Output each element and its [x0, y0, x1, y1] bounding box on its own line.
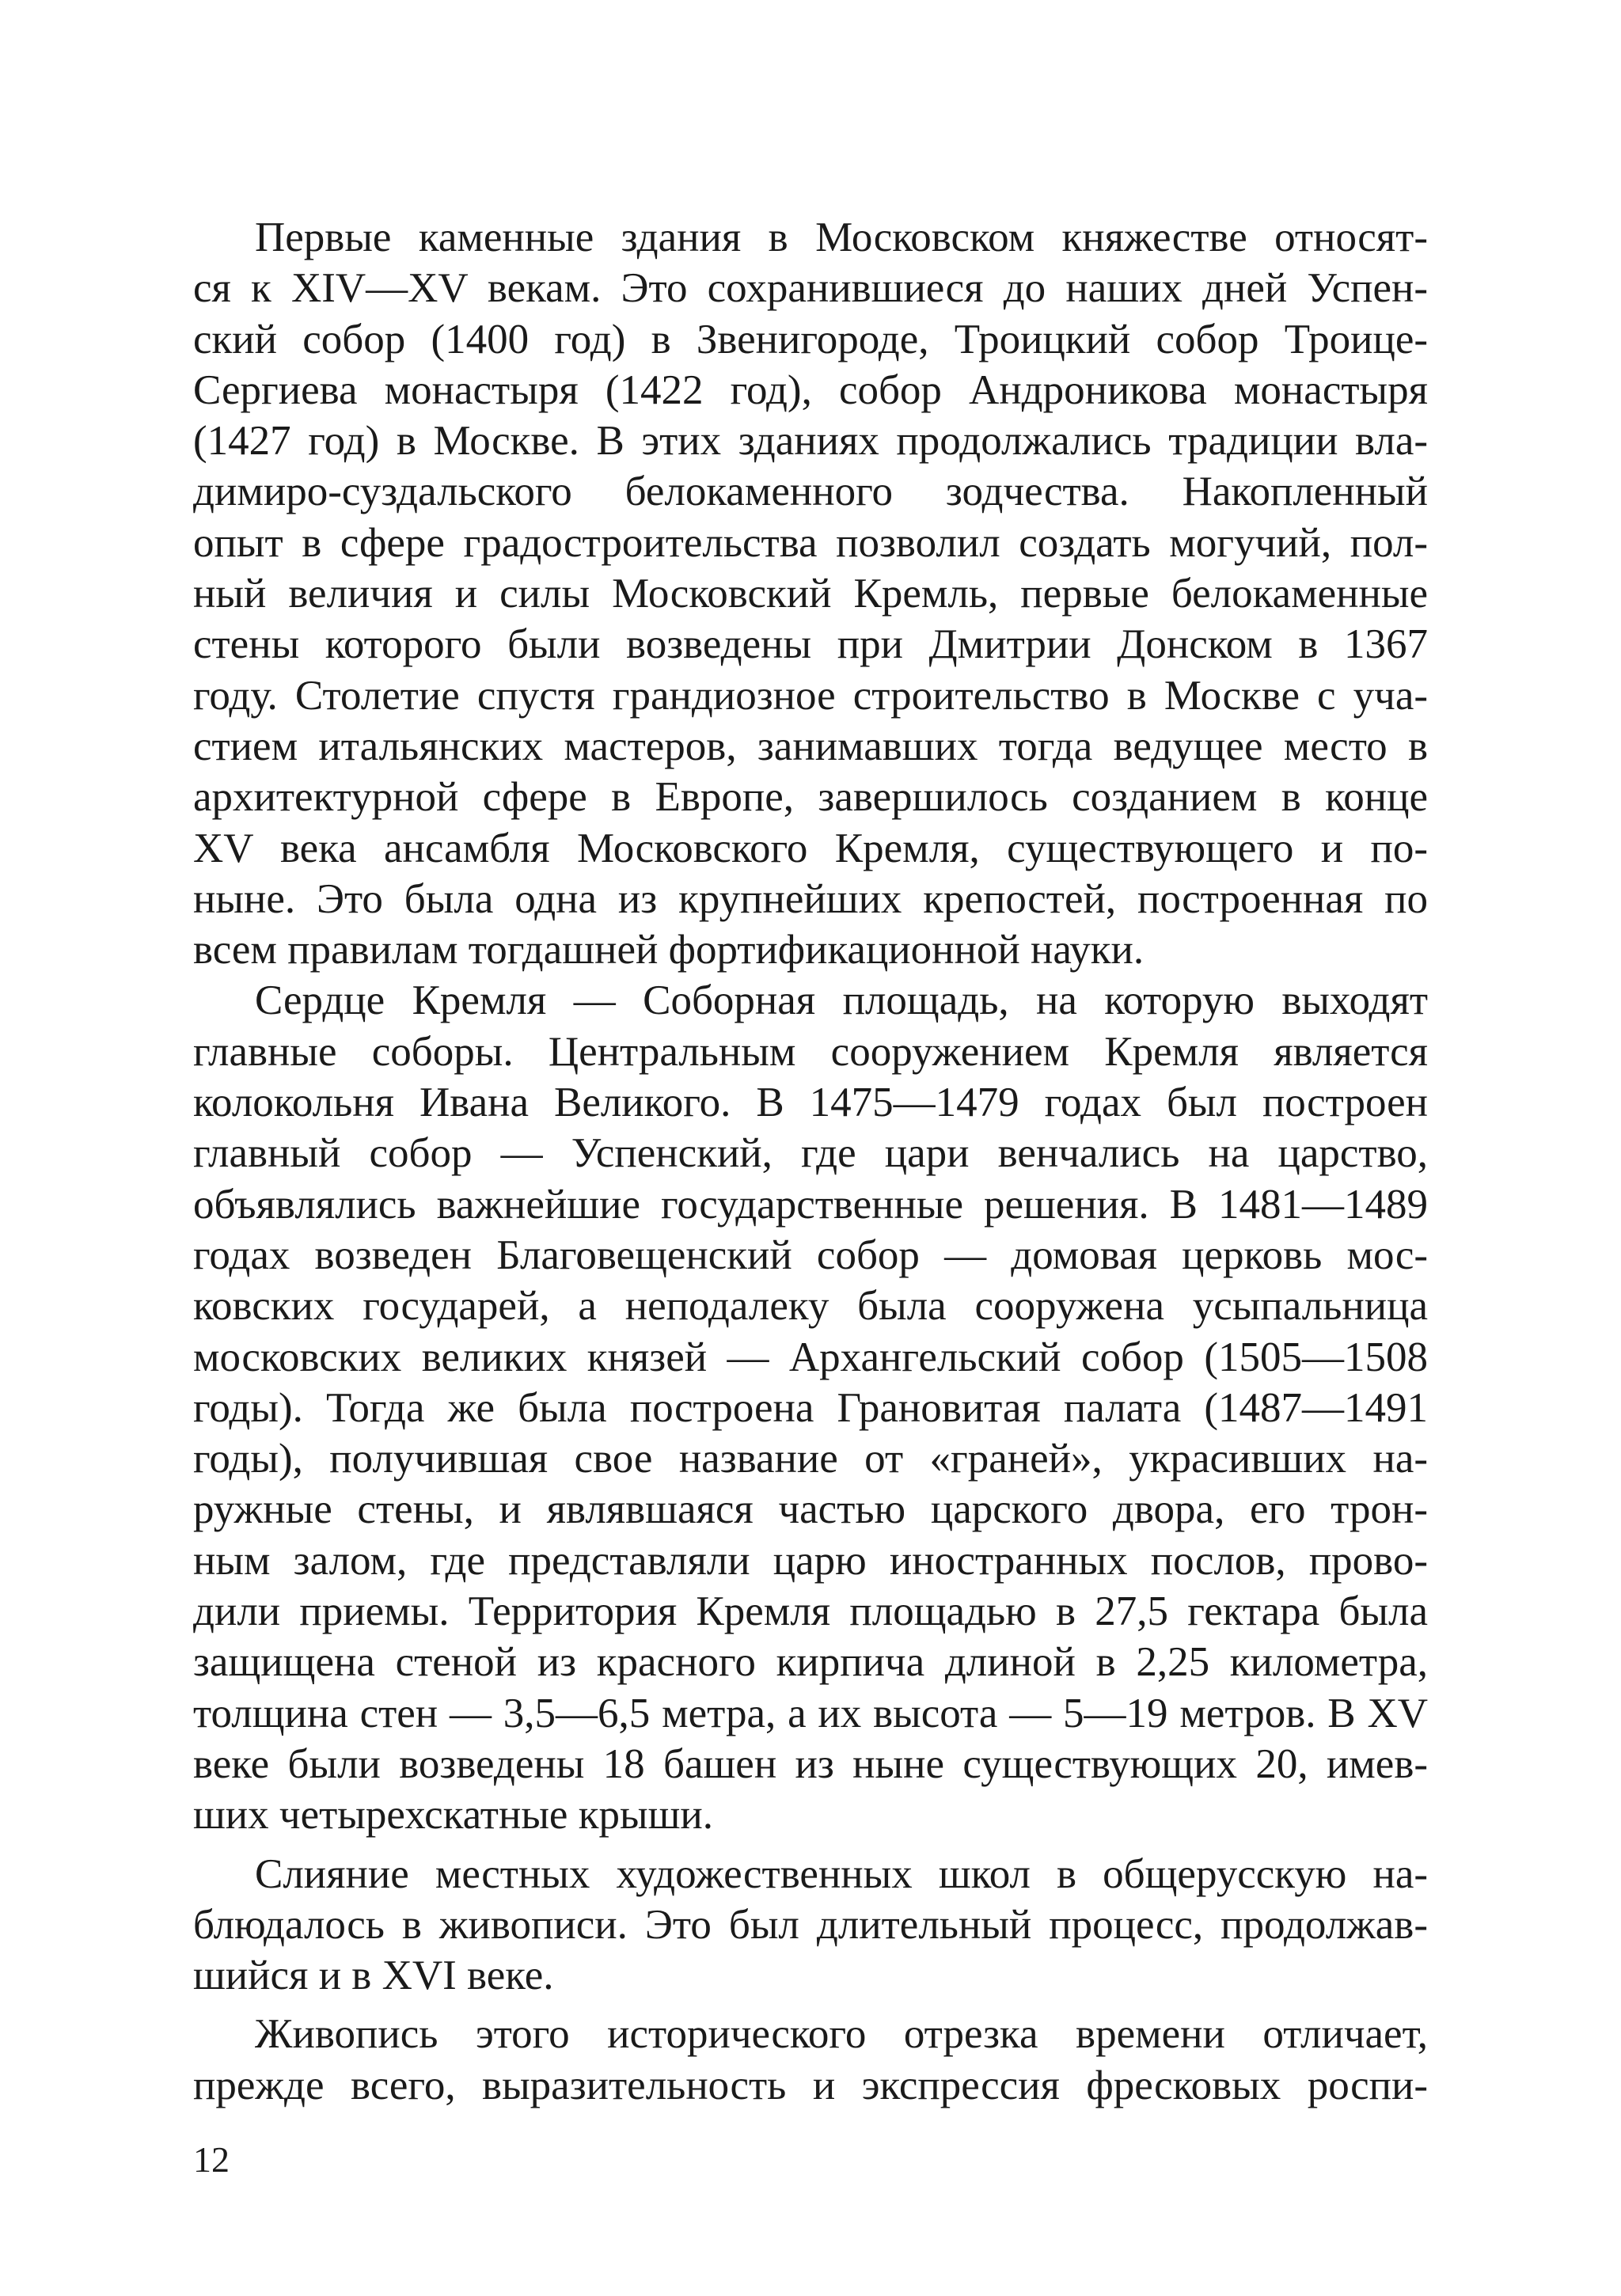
text-line: прежде всего, выразительность и экспрессия фресковых роспи- — [193, 2062, 1428, 2108]
text-line: защищена стеной из красного кирпича длиной в 2,25 километра, — [193, 1639, 1428, 1686]
text-line: объявлялись важнейшие государственные решения. В 1481—1489 — [193, 1181, 1428, 1228]
text-line: Слияние местных художественных школ в общерусскую на- — [255, 1850, 1428, 1897]
paragraph-2 — [193, 975, 1428, 1840]
text-line: XV века ансамбля Московского Кремля, существующего и по- — [193, 825, 1428, 871]
text-line: колокольня Ивана Великого. В 1475—1479 годах был построен — [193, 1080, 1428, 1126]
text-line: Живопись этого исторического отрезка времени отличает, — [255, 2011, 1428, 2058]
text-line: московских великих князей — Архангельский собор (1505—1508 — [193, 1334, 1428, 1380]
text-line: веке были возведены 18 башен из ныне существующих 20, имев- — [193, 1740, 1428, 1787]
text-line: ный величия и силы Московский Кремль, первые белокаменные — [193, 571, 1428, 617]
page-number: 12 — [193, 2139, 230, 2180]
paragraph-3 — [193, 1849, 1428, 2002]
text-line: опыт в сфере градостроительства позволил создать могучий, пол- — [193, 519, 1428, 566]
text-line: ших четырехскатные крыши. — [193, 1792, 713, 1839]
text-line: стием итальянских мастеров, занимавших тогда ведущее место в — [193, 723, 1428, 769]
text-line: годах возведен Благовещенский собор — домовая церковь мос- — [193, 1231, 1428, 1278]
text-line: толщина стен — 3,5—6,5 метра, а их высота — 5—19 метров. В XV — [193, 1690, 1428, 1736]
paragraph-1 — [193, 212, 1428, 975]
text-line: годы), получившая свое название от «граней», украсивших на- — [193, 1436, 1428, 1482]
text-line: главные соборы. Центральным сооружением Кремля является — [193, 1028, 1428, 1075]
text-line: году. Столетие спустя грандиозное строительство в Москве с уча- — [193, 672, 1428, 719]
text-line: ковских государей, а неподалеку была сооружена усыпальница — [193, 1283, 1428, 1330]
paragraph-spacer — [193, 1841, 1428, 1849]
text-line: архитектурной сфере в Европе, завершилось созданием в конце — [193, 774, 1428, 821]
text-line: ский собор (1400 год) в Звенигороде, Троицкий собор Троице- — [193, 316, 1428, 362]
paragraph-spacer — [193, 2001, 1428, 2009]
text-line: Первые каменные здания в Московском княжестве относят- — [255, 214, 1428, 260]
text-line: ружные стены, и являвшаяся частью царского двора, его трон- — [193, 1486, 1428, 1533]
text-line: (1427 год) в Москве. В этих зданиях продолжались традиции вла- — [193, 418, 1428, 465]
text-line: шийся и в XVI веке. — [193, 1953, 554, 1999]
text-line: димиро-суздальского белокаменного зодчества. Накопленный — [193, 469, 1428, 515]
text-line: стены которого были возведены при Дмитрии Донском в 1367 — [193, 621, 1428, 668]
text-line: всем правилам тогдашней фортификационной науки. — [193, 927, 1145, 973]
text-line: Сердце Кремля — Соборная площадь, на которую выходят — [255, 977, 1428, 1024]
text-line: главный собор — Успенский, где цари венчались на царство, — [193, 1130, 1428, 1177]
text-line: блюдалось в живописи. Это был длительный процесс, продолжав- — [193, 1901, 1428, 1948]
text-line: годы). Тогда же была построена Грановитая палата (1487—1491 — [193, 1384, 1428, 1431]
body-text — [193, 212, 1428, 2111]
text-line: Сергиева монастыря (1422 год), собор Андроникова монастыря — [193, 366, 1428, 413]
text-line: дили приемы. Территория Кремля площадью в 27,5 гектара была — [193, 1588, 1428, 1635]
paragraph-4 — [193, 2009, 1428, 2111]
text-line: ным залом, где представляли царю иностранных послов, прово- — [193, 1537, 1428, 1584]
text-line: ся к XIV—XV векам. Это сохранившиеся до наших дней Успен- — [193, 265, 1428, 312]
text-line: ныне. Это была одна из крупнейших крепостей, построенная по — [193, 875, 1428, 922]
